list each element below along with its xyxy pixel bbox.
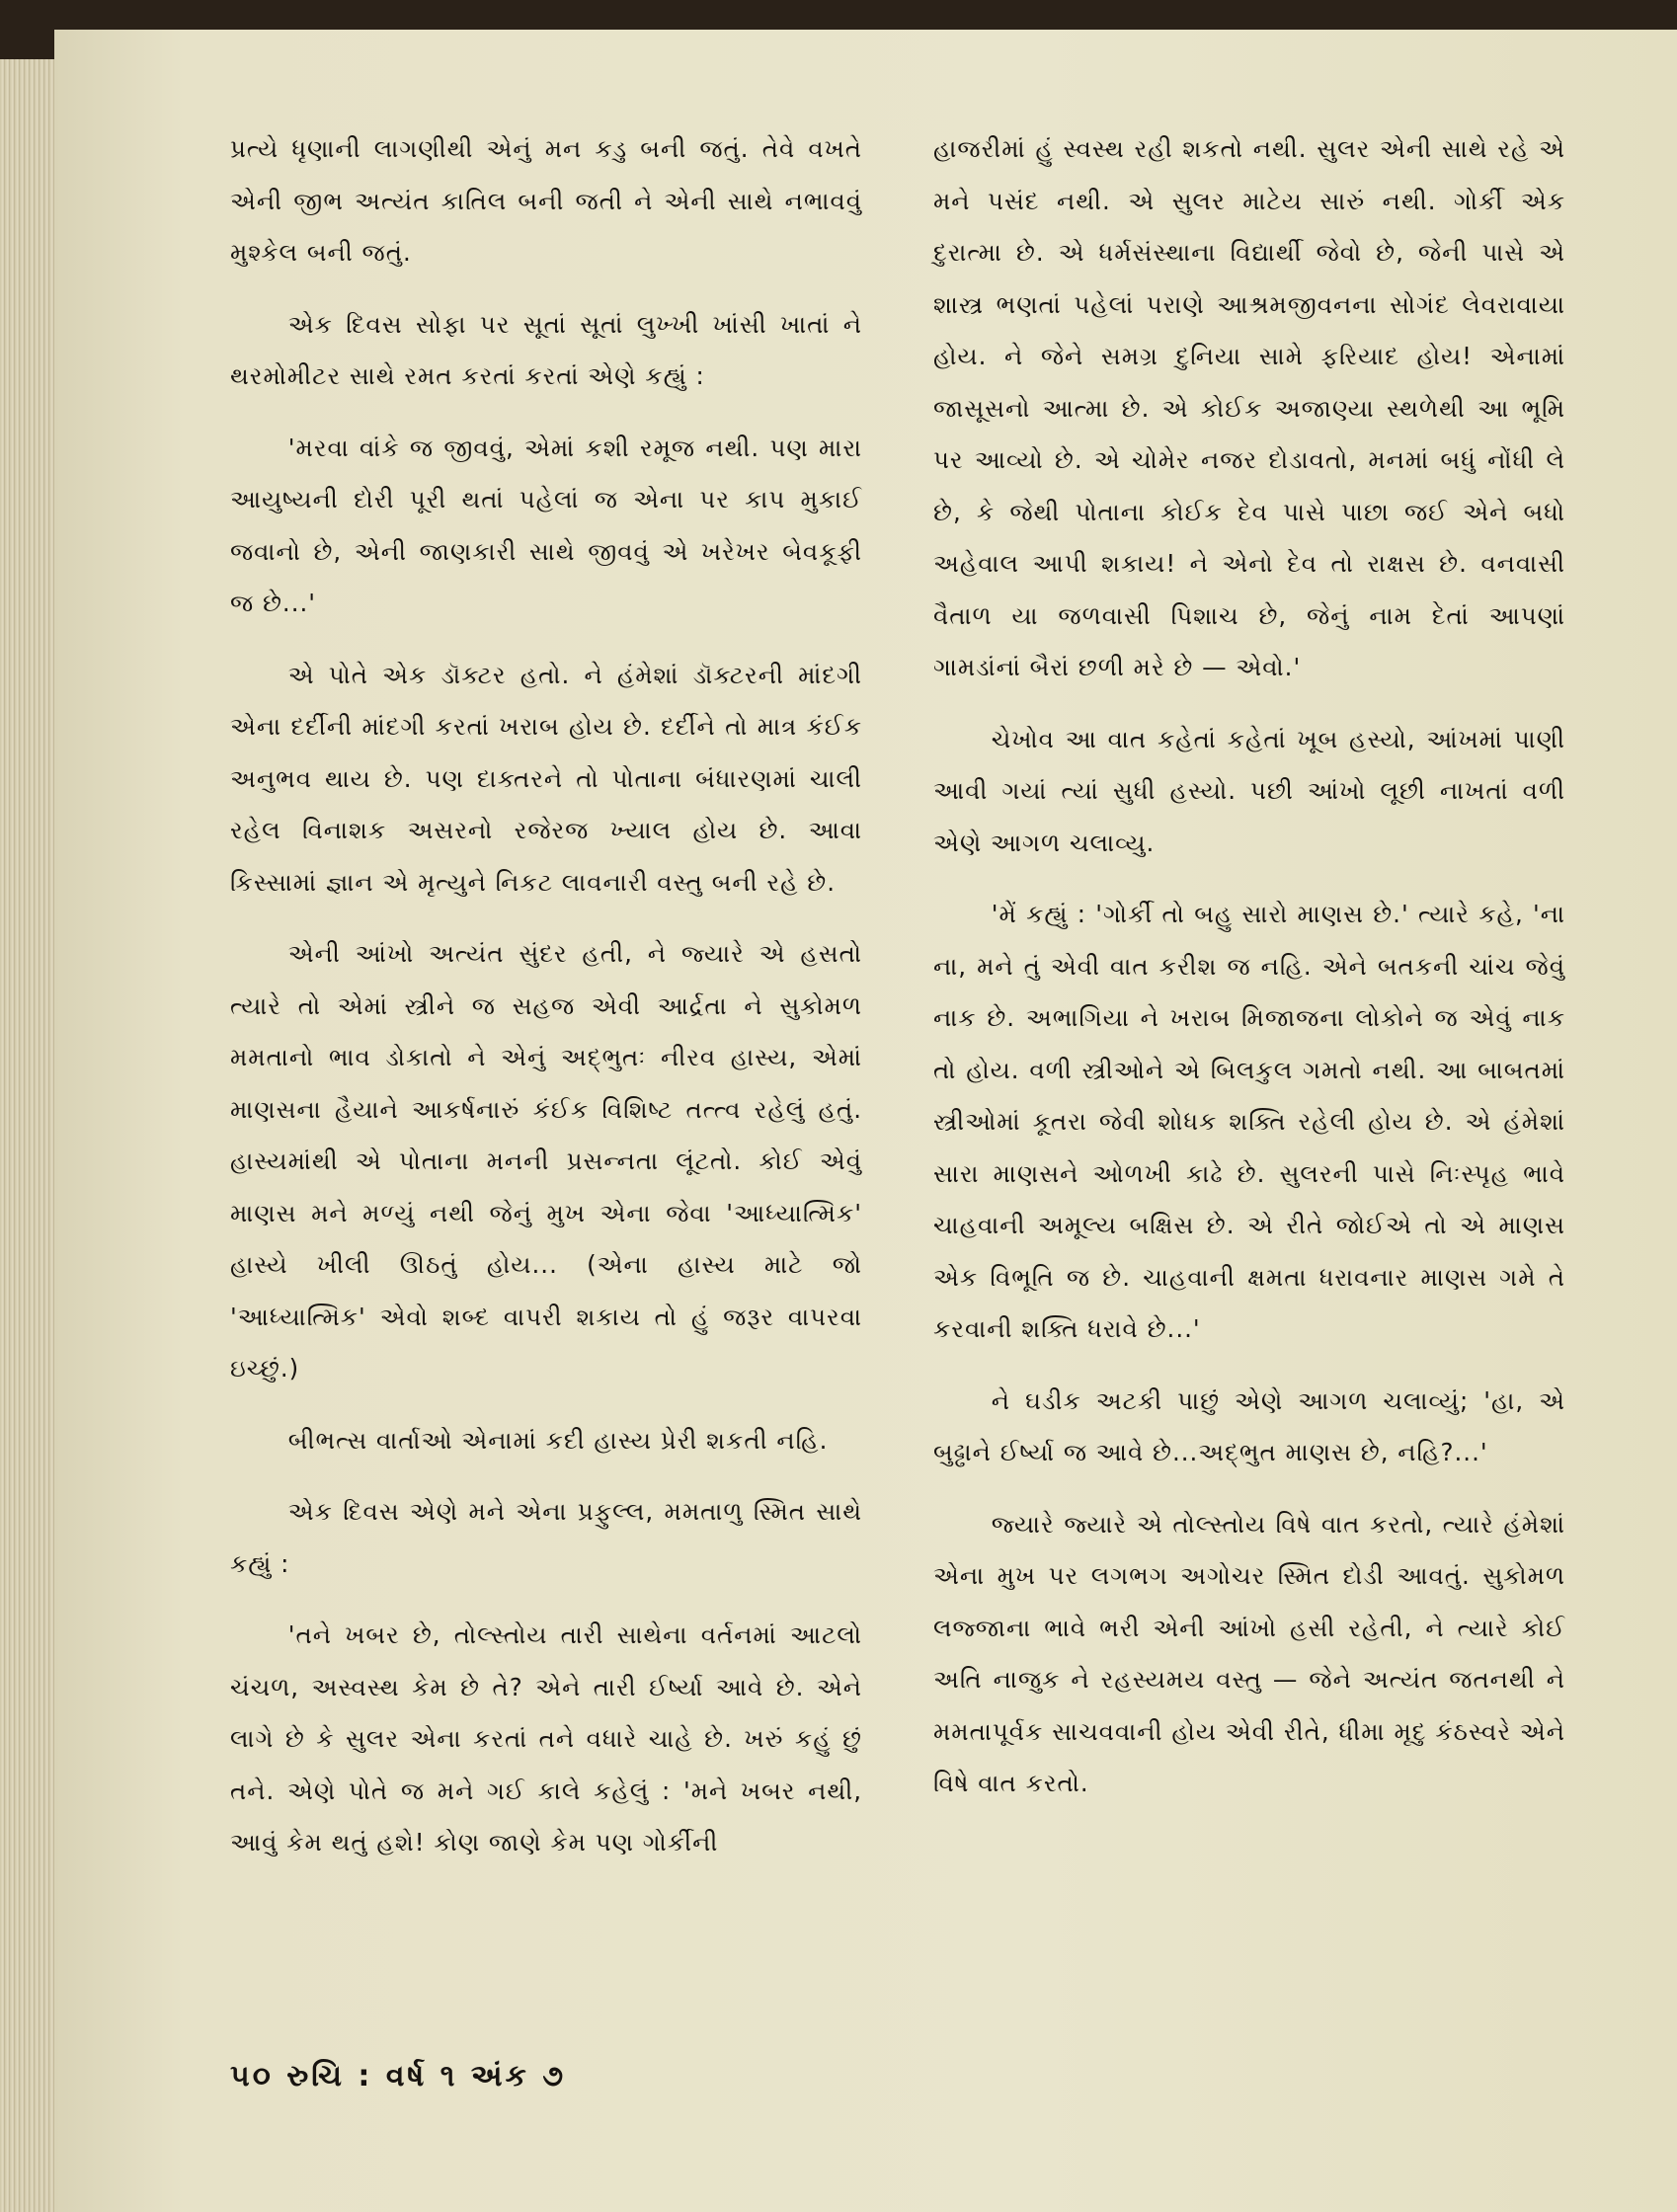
paragraph: પ્રત્યે ધૃણાની લાગણીથી એનું મન કડુ બની જતું. તેવે વખતે એની જીભ અત્યંત કાતિલ બની જતી ને એની સાથે નભાવવું મુશ્કેલ બની જતું. (230, 134, 862, 267)
paragraph: એક દિવસ સોફા પર સૂતાં સૂતાં લુખ્ખી ખાંસી ખાતાં ને થરમોમીટર સાથે રમત કરતાં કરતાં એણે કહ્યું : (230, 309, 862, 390)
paragraph: 'મરવા વાંકે જ જીવવું, એમાં કશી રમૂજ નથી. પણ મારા આયુષ્યની દોરી પૂરી થતાં પહેલાં જ એના પર કાપ મુકાઈ જવાનો છે, એની જાણકારી સાથે જીવવું એ ખરેખર બેવકૂફી જ છે...' (230, 433, 862, 617)
paragraph: એની આંખો અત્યંત સુંદર હતી, ને જ્યારે એ હસતો ત્યારે તો એમાં સ્ત્રીને જ સહજ એવી આર્દ્રતા ને સુકોમળ મમતાનો ભાવ ડોકાતો ને એનું અદ્ભુતઃ નીરવ હાસ્ય, એમાં માણસના હૈયાને આકર્ષનારું કંઈક વિશિષ્ટ તત્ત્વ રહેલું હતું. હાસ્યમાંથી એ પોતાના મનની પ્રસન્નતા લૂંટતો. કોઈ એવું માણસ મને મળ્યું નથી જેનું મુખ એના જેવા 'આધ્યાત્મિક' હાસ્યે ખીલી ઊઠતું હોય... (એના હાસ્ય માટે જો 'આધ્યાત્મિક' એવો શબ્દ વાપરી શકાય તો હું જરૂર વાપરવા ઇચ્છું.) (230, 939, 862, 1382)
right-text-column (933, 123, 1565, 1830)
paragraph: ચેખોવ આ વાત કહેતાં કહેતાં ખૂબ હસ્યો, આંખમાં પાણી આવી ગયાં ત્યાં સુધી હસ્યો. પછી આંખો લૂછી નાખતાં વળી એણે આગળ ચલાવ્યુ. (933, 724, 1565, 857)
paragraph: એ પોતે એક ડૉક્ટર હતો. ને હંમેશાં ડૉક્ટરની માંદગી એના દર્દીની માંદગી કરતાં ખરાબ હોય છે. દર્દીને તો માત્ર કંઈક અનુભવ થાય છે. પણ દાક્તરને તો પોતાના બંધારણમાં ચાલી રહેલ વિનાશક અસરનો રજેરજ ખ્યાલ હોય છે. આવા કિસ્સામાં જ્ઞાન એ મૃત્યુને નિકટ લાવનારી વસ્તુ બની રહે છે. (230, 660, 862, 897)
book-page (54, 30, 1677, 2212)
paragraph: બીભત્સ વાર્તાઓ એનામાં કદી હાસ્ય પ્રેરી શકતી નહિ. (287, 1425, 829, 1455)
left-text-column (230, 123, 862, 1889)
paragraph: 'મેં કહ્યું : 'ગોર્કી તો બહુ સારો માણસ છે.' ત્યારે કહે, 'ના ના, મને તું એવી વાત કરીશ જ નહિ. એને બતકની ચાંચ જેવું નાક છે. અભાગિયા ને ખરાબ મિજાજના લોકોને જ એવું નાક તો હોય. વળી સ્ત્રીઓને એ બિલકુલ ગમતો નથી. આ બાબતમાં સ્ત્રીઓમાં કૂતરા જેવી શોધક શક્તિ રહેલી હોય છે. એ હંમેશાં સારા માણસને ઓળખી કાઢે છે. સુલરની પાસે નિઃસ્પૃહ ભાવે ચાહવાની અમૂલ્ય બક્ષિસ છે. એ રીતે જોઈએ તો એ માણસ એક વિભૂતિ જ છે. ચાહવાની ક્ષમતા ધરાવનાર માણસ ગમે તે કરવાની શક્તિ ધરાવે છે...' (933, 900, 1565, 1343)
paragraph: 'તને ખબર છે, તોલ્સ્તોય તારી સાથેના વર્તનમાં આટલો ચંચળ, અસ્વસ્થ કેમ છે તે? એને તારી ઈર્ષ્યા આવે છે. એને લાગે છે કે સુલર એના કરતાં તને વધારે ચાહે છે. ખરું કહું છું તને. એણે પોતે જ મને ગઈ કાલે કહેલું : 'મને ખબર નથી, આવું કેમ થતું હશે! કોણ જાણે કેમ પણ ગોર્કીની (230, 1620, 862, 1856)
page-footer: ૫૦ રુચિ : વર્ષ ૧ અંક ૭ (230, 2059, 567, 2094)
paragraph: ને ઘડીક અટકી પાછું એણે આગળ ચલાવ્યું; 'હા, એ બુઢ્ઢાને ઈર્ષ્યા જ આવે છે...અદ્ભુત માણસ છે, નહિ?...' (933, 1385, 1565, 1466)
paragraph: હાજરીમાં હું સ્વસ્થ રહી શકતો નથી. સુલર એની સાથે રહે એ મને પસંદ નથી. એ સુલર માટેય સારું નથી. ગોર્કી એક દુરાત્મા છે. એ ધર્મસંસ્થાના વિદ્યાર્થી જેવો છે, જેની પાસે એ શાસ્ત્ર ભણતાં પહેલાં પરાણે આશ્રમજીવનના સોગંદ લેવરાવાયા હોય. ને જેને સમગ્ર દુનિયા સામે ફરિયાદ હોય! એનામાં જાસૂસનો આત્મા છે. એ કોઈક અજાણ્યા સ્થળેથી આ ભૂમિ પર આવ્યો છે. એ ચોમેર નજર દોડાવતો, મનમાં બધું નોંધી લે છે, કે જેથી પોતાના કોઈક દેવ પાસે પાછા જઈ એને બધો અહેવાલ આપી શકાય! ને એનો દેવ તો રાક્ષસ છે. વનવાસી વૈતાળ યા જળવાસી પિશાચ છે, જેનું નામ દેતાં આપણાં ગામડાંનાં બૈરાં છળી મરે છે — એવો.' (933, 134, 1565, 681)
paragraph: જ્યારે જ્યારે એ તોલ્સ્તોય વિષે વાત કરતો, ત્યારે હંમેશાં એના મુખ પર લગભગ અગોચર સ્મિત દોડી આવતું. સુકોમળ લજ્જાના ભાવે ભરી એની આંખો હસી રહેતી, ને ત્યારે કોઈ અતિ નાજુક ને રહસ્યમય વસ્તુ — જેને અત્યંત જતનથી ને મમતાપૂર્વક સાચવવાની હોય એવી રીતે, ધીમા મૃદુ કંઠસ્વરે એને વિષે વાત કરતો. (933, 1509, 1565, 1797)
paragraph: એક દિવસ એણે મને એના પ્રફુલ્લ, મમતાળુ સ્મિત સાથે કહ્યું : (230, 1497, 862, 1578)
